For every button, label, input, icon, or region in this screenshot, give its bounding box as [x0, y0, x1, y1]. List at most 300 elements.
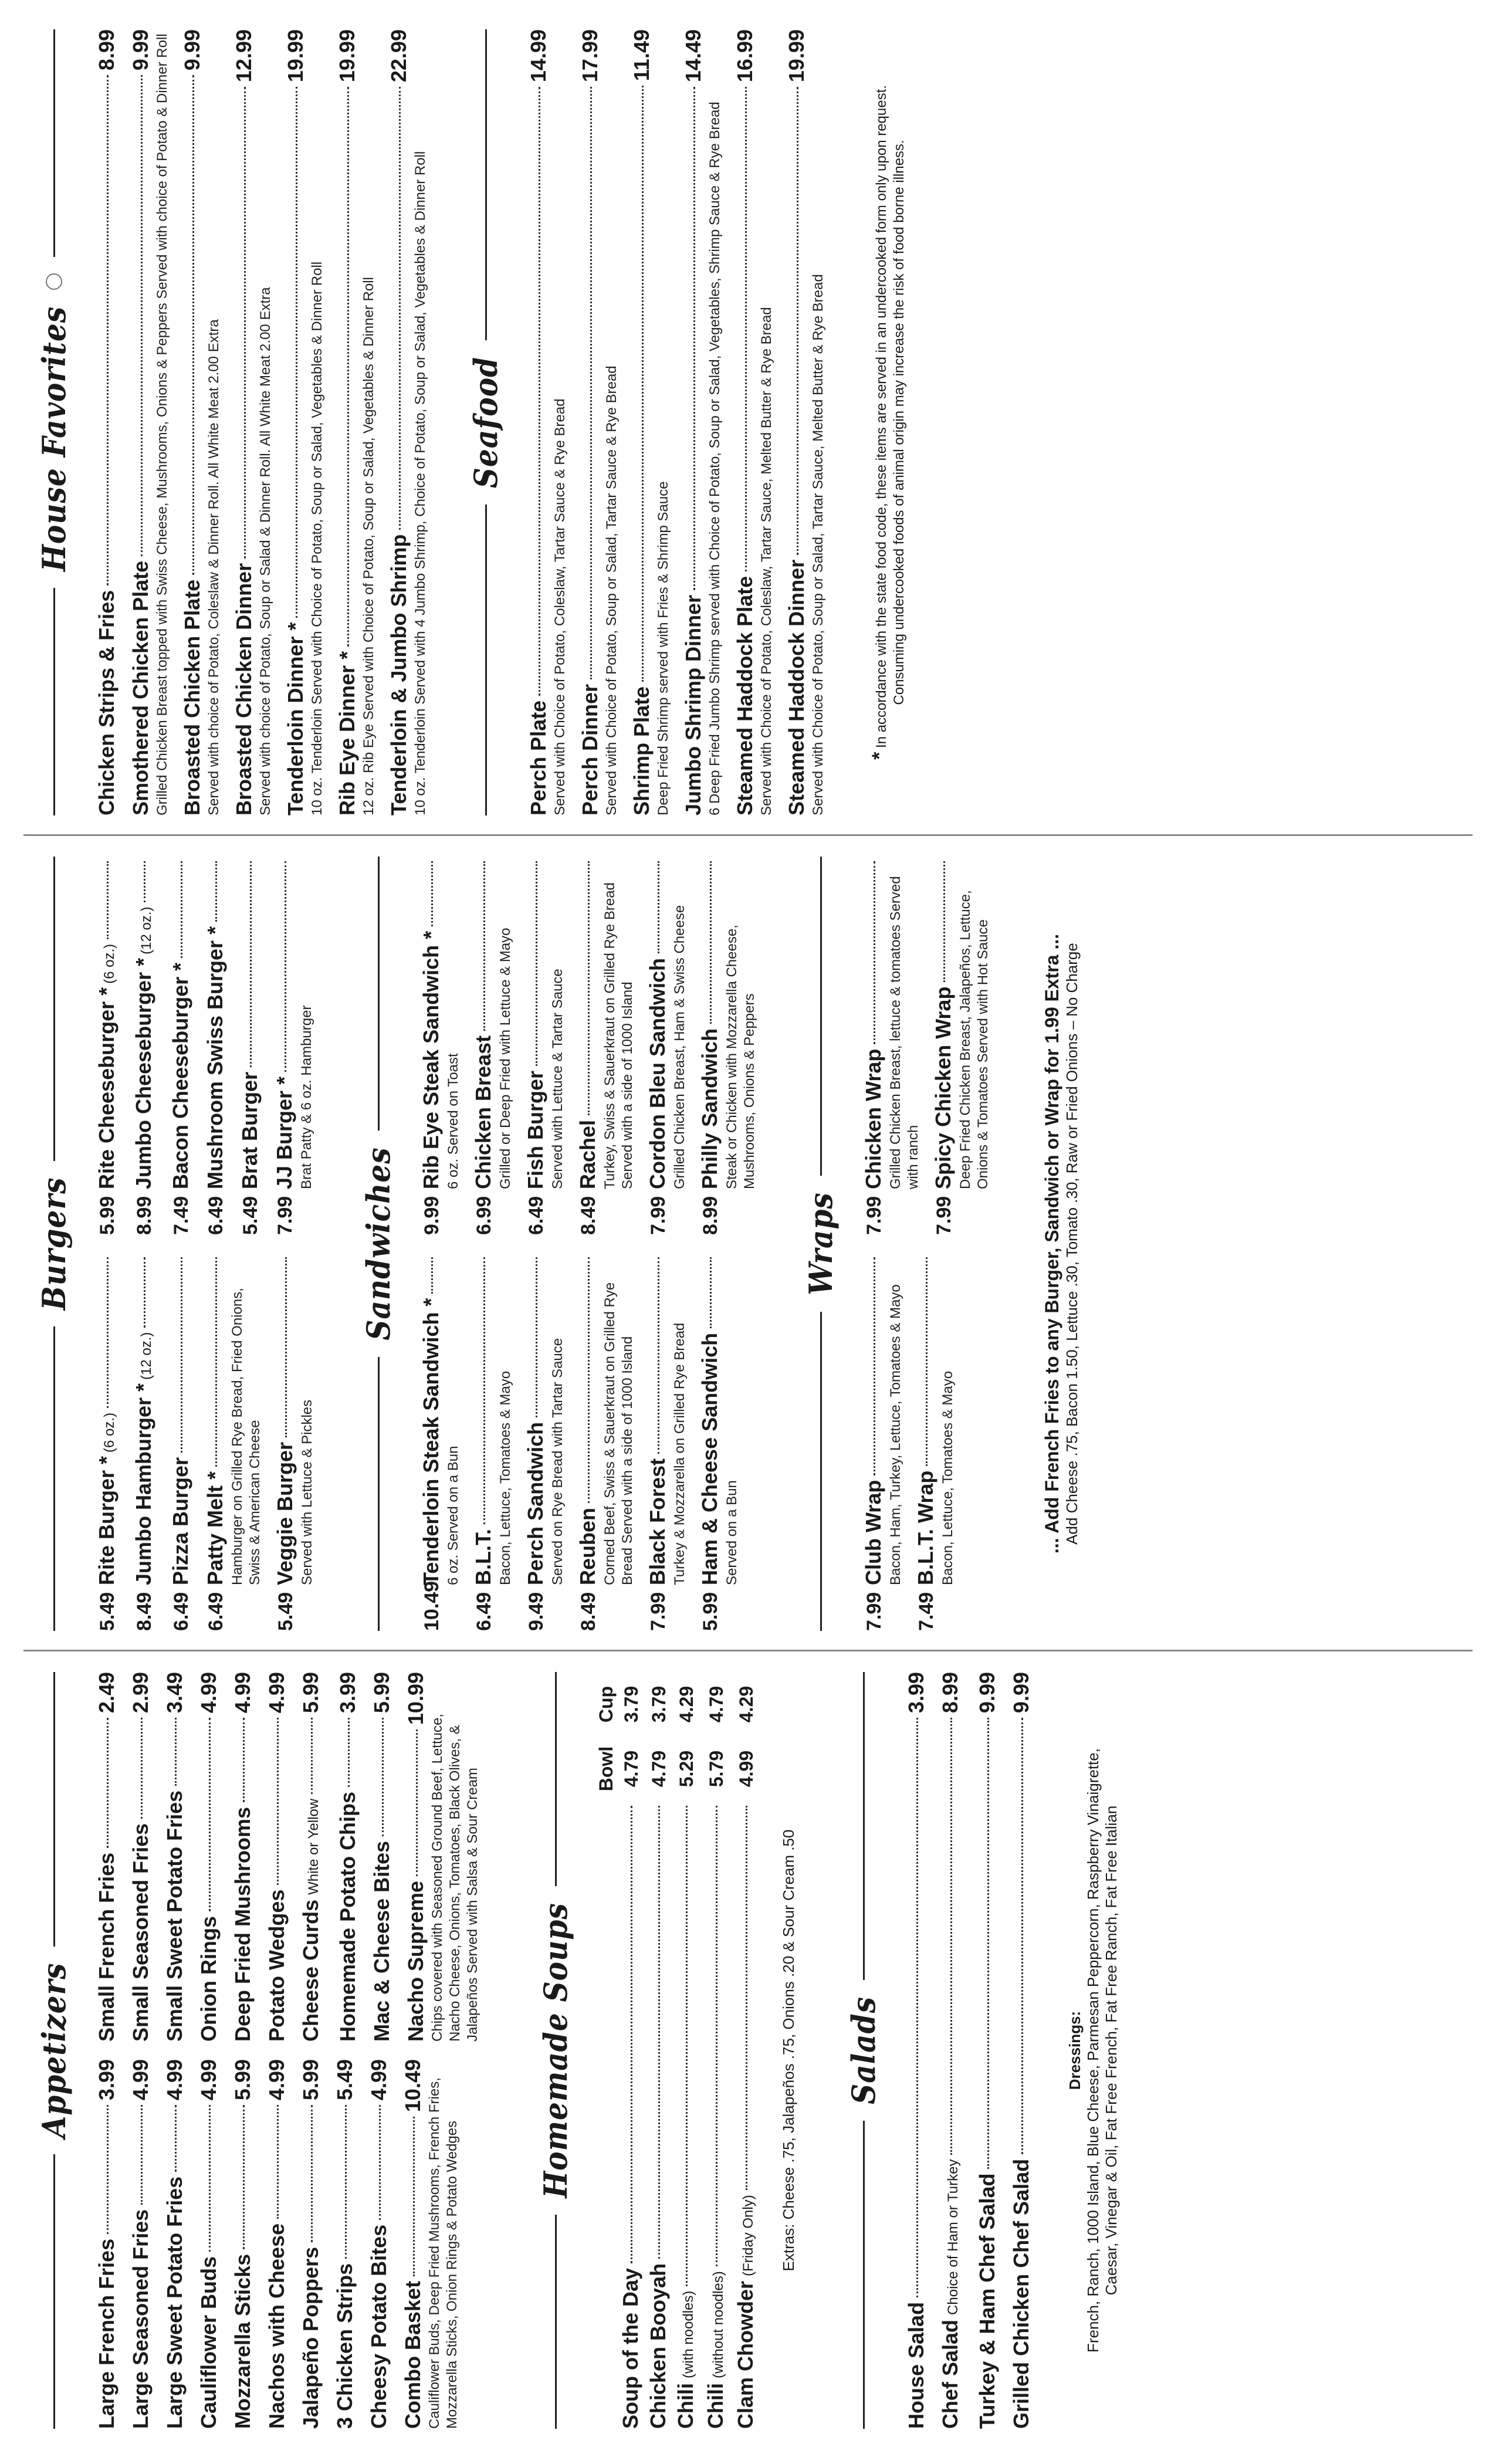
dot-leader	[950, 1718, 952, 2154]
dot-leader	[483, 861, 485, 1031]
spacer	[515, 857, 523, 1235]
wraps-left	[861, 1253, 1000, 1631]
spacer	[120, 2059, 128, 2429]
menu-item-row	[577, 29, 603, 815]
menu-item-row	[272, 1253, 299, 1631]
item-description: Bacon, Lettuce, Tomatoes & Mayo	[497, 1370, 513, 1585]
sandwiches-title: Sandwiches	[360, 1147, 397, 1341]
menu-item	[272, 1253, 324, 1631]
item-price: 9.99	[975, 1672, 999, 1714]
spacer	[689, 1253, 697, 1631]
item-price: 6.49	[525, 1196, 547, 1235]
item-name: Mozzarella Sticks	[231, 2253, 255, 2429]
dressings-label: Dressings:	[1066, 2011, 1084, 2090]
appetizers-left	[94, 2059, 490, 2429]
item-price: 16.99	[733, 29, 757, 83]
item-description: Served with Choice of Potato, Soup or Salad, Tartar Sauce, Melted Butter & Rye Bread	[810, 274, 826, 815]
item-name: B.L.T. Wrap	[913, 1470, 937, 1585]
appetizers-header	[35, 1672, 73, 2429]
menu-item	[230, 2059, 264, 2429]
menu-item-row	[332, 2059, 358, 2429]
item-price: 19.99	[335, 29, 359, 83]
spacer	[229, 857, 237, 1235]
item-price: 9.49	[525, 1592, 547, 1631]
sandwiches-left	[418, 1253, 767, 1631]
item-price: 4.99	[197, 1672, 221, 1714]
divider	[378, 1357, 380, 1631]
soup-row	[617, 1672, 645, 2429]
item-name: Rachel	[576, 1119, 600, 1189]
item-name: Onion Rings	[197, 1916, 221, 2042]
add-extras-note: Add Cheese .75, Bacon 1.50, Lettuce .30, Tomato .30, Raw or Fried Onions – No Charge	[1063, 943, 1081, 1545]
dot-leader	[107, 1718, 109, 1848]
burgers-left	[94, 1253, 324, 1631]
item-price: 6.49	[205, 1196, 227, 1235]
spacer	[637, 857, 645, 1235]
divider	[820, 857, 822, 1176]
menu-item	[526, 29, 577, 815]
item-note: White or Yellow	[306, 1798, 321, 1895]
dot-leader	[311, 2105, 313, 2242]
dot-leader	[244, 87, 246, 559]
soup-name: Soup of the Day	[618, 2267, 642, 2429]
item-name: Rib Eye Dinner *	[335, 651, 359, 815]
item-price: 5.99	[299, 2059, 323, 2101]
menu-item	[418, 1253, 471, 1631]
item-name: Large Sweet Potato Fries	[163, 2176, 187, 2429]
menu-item-row	[645, 857, 671, 1235]
menu-item	[697, 1253, 749, 1631]
item-description: 12 oz. Rib Eye Served with Choice of Potato, Soup or Salad, Vegetables & Dinner Roll	[361, 277, 377, 815]
menu-item-row	[386, 29, 412, 815]
item-name: Cheesy Potato Bites	[367, 2224, 391, 2429]
menu-item	[629, 29, 681, 815]
menu-item-row	[298, 2059, 324, 2429]
dot-leader	[285, 861, 286, 1072]
menu-item-row	[523, 1253, 549, 1631]
soup-row	[702, 1672, 732, 2429]
item-name: Deep Fried Mushrooms	[231, 1806, 255, 2042]
item-price: 3.49	[163, 1672, 187, 1714]
item-price: 17.99	[578, 29, 602, 83]
spacer	[275, 29, 283, 815]
column-divider	[23, 834, 1473, 836]
dot-leader	[658, 1257, 659, 1454]
menu-item	[366, 2059, 400, 2429]
bowl-price: 4.79	[648, 1750, 669, 1788]
menu-item-row	[418, 857, 445, 1235]
burgers-right	[94, 857, 324, 1235]
divider	[863, 2121, 865, 2429]
menu-item	[298, 2059, 332, 2429]
item-price: 10.99	[404, 1672, 428, 1725]
menu-item	[237, 857, 272, 1235]
soup-row	[732, 1672, 762, 2429]
menu-item	[168, 857, 202, 1235]
item-name: Tenderloin & Jumbo Shrimp	[387, 534, 411, 815]
menu-item	[94, 857, 131, 1235]
item-price: 5.49	[333, 2059, 357, 2101]
menu-item	[861, 1253, 913, 1631]
item-price: 7.99	[274, 1196, 296, 1235]
item-price: 4.99	[163, 2059, 187, 2101]
item-name: Broasted Chicken Dinner	[232, 563, 256, 815]
item-name: Jumbo Hamburger *	[131, 1383, 155, 1585]
item-name: Chef Salad	[938, 2319, 962, 2429]
menu-item-row	[903, 1672, 929, 2429]
spacer	[160, 857, 168, 1235]
item-description: Grilled Chicken Breast, Ham & Swiss Cheese	[672, 905, 688, 1189]
item-price: 11.49	[629, 29, 654, 82]
spacer	[256, 1672, 264, 2042]
menu-item	[523, 857, 575, 1235]
menu-item	[681, 29, 732, 815]
dot-leader	[431, 1257, 433, 1294]
dot-leader	[379, 2105, 381, 2220]
menu-item	[471, 1253, 523, 1631]
menu-item	[202, 1253, 272, 1631]
spacer	[154, 1672, 162, 2042]
menu-item	[94, 1672, 128, 2042]
dot-leader	[181, 861, 182, 958]
soup-name: Chicken Booyah	[646, 2263, 670, 2429]
dot-leader	[141, 75, 143, 556]
menu-item-row	[335, 1672, 361, 2042]
menu-item-row	[861, 857, 887, 1235]
menu-item-row	[94, 1253, 123, 1631]
column-right	[35, 29, 908, 815]
menu-item	[974, 1672, 1008, 2429]
dot-leader	[745, 87, 747, 571]
item-price: 6.49	[205, 1592, 227, 1631]
item-name: Large Seasoned Fries	[128, 2209, 153, 2429]
spacer	[992, 857, 1000, 1235]
spacer	[429, 29, 438, 815]
item-price: 6.49	[170, 1592, 192, 1631]
item-price: 19.99	[784, 29, 808, 83]
cup-price: 4.79	[706, 1685, 727, 1723]
menu-item-row	[913, 1253, 939, 1631]
house-title: House Favorites	[35, 306, 73, 572]
menu-item	[575, 1253, 645, 1631]
menu-item-row	[180, 29, 205, 815]
seafood-header	[467, 29, 505, 815]
menu-item-row	[196, 1672, 222, 2042]
menu-item-row	[196, 2059, 222, 2429]
item-note: (6 oz.)	[101, 943, 117, 984]
menu-item	[196, 2059, 230, 2429]
soup-note: (without noodles)	[710, 2271, 726, 2378]
bowl-price: 5.29	[676, 1750, 697, 1788]
item-price: 6.99	[473, 1196, 495, 1235]
menu-item-row	[575, 857, 601, 1235]
dot-leader	[590, 87, 592, 679]
item-name: Tenderloin Dinner *	[283, 622, 307, 815]
spacer	[123, 1253, 131, 1631]
menu-item-row	[784, 29, 810, 815]
spacer	[672, 29, 681, 815]
menu-item	[202, 857, 237, 1235]
appetizers-right	[94, 1672, 490, 2042]
cup-price: 3.79	[621, 1685, 642, 1723]
item-name: Cordon Bleu Sandwich	[645, 957, 669, 1189]
spacer	[776, 29, 784, 815]
divider	[53, 1672, 55, 1947]
spacer	[316, 1253, 324, 1631]
menu-item-row	[131, 1253, 160, 1631]
spacer	[264, 1253, 272, 1631]
item-price: 2.49	[94, 1672, 119, 1714]
item-price: 7.99	[647, 1196, 669, 1235]
house-list	[94, 29, 438, 815]
item-price: 9.99	[180, 29, 204, 71]
menu-item	[784, 29, 835, 815]
dot-leader	[209, 2105, 211, 2252]
menu-item-row	[298, 1672, 327, 2042]
menu-item	[645, 1253, 697, 1631]
menu-item-row	[202, 857, 229, 1235]
divider	[485, 505, 487, 815]
dot-leader	[658, 861, 659, 953]
item-price: 7.49	[915, 1592, 937, 1631]
item-description: Grilled Chicken Breast topped with Swiss Cheese, Mushrooms, Onions & Peppers Served with choice of Potato & Dinner Roll	[154, 33, 170, 815]
divider	[555, 1672, 557, 1886]
menu-item-row	[930, 857, 957, 1235]
item-name: Shrimp Plate	[629, 686, 654, 815]
menu-item	[930, 857, 1000, 1235]
dot-leader	[285, 1257, 287, 1437]
spacer	[929, 1672, 937, 2429]
item-price: 3.99	[336, 1672, 360, 1714]
menu-item-row	[264, 2059, 290, 2429]
menu-item-row	[162, 2059, 188, 2429]
soup-note: (Friday Only)	[740, 2195, 756, 2276]
dot-leader	[716, 1806, 717, 2266]
menu-item	[645, 857, 697, 1235]
dot-leader	[631, 1806, 632, 2263]
spacer	[957, 1253, 965, 1631]
dot-leader	[250, 861, 252, 1067]
dot-leader	[539, 87, 540, 696]
dot-leader	[144, 1257, 145, 1328]
spacer	[482, 1672, 490, 2042]
wraps-right	[861, 857, 1000, 1235]
dot-leader	[642, 86, 644, 682]
item-price: 5.49	[275, 1592, 297, 1631]
burgers-header	[35, 857, 73, 1631]
item-description: Brat Patty & 6 oz. Hamburger	[299, 1005, 314, 1189]
cup-price: 4.29	[676, 1685, 697, 1723]
soup-name: Clam Chowder	[733, 2280, 757, 2429]
spacer	[689, 857, 697, 1235]
item-price: 4.99	[265, 2059, 289, 2101]
dressings	[1066, 1672, 1121, 2429]
item-name: Small Sweet Potato Fries	[163, 1790, 187, 2042]
spacer	[290, 2059, 298, 2429]
sandwiches-list	[418, 857, 767, 1631]
item-description: Chips covered with Seasoned Ground Beef, Lettuce, Nacho Cheese, Onions, Tomatoes, Black Olives, & Jalapeños Served with Salsa & Sour Cream	[429, 1713, 480, 2042]
divider	[485, 29, 487, 340]
bowl-price: 4.79	[621, 1750, 642, 1788]
cup-header: Cup	[595, 1685, 617, 1723]
item-price: 3.99	[94, 2059, 119, 2101]
menu-item-row	[861, 1253, 887, 1631]
item-name: JJ Burger *	[272, 1076, 296, 1189]
dot-leader	[243, 1718, 245, 1802]
menu-item	[903, 1672, 937, 2429]
item-name: Spicy Chicken Wrap	[931, 986, 955, 1189]
menu-item	[162, 1672, 196, 2042]
dot-leader	[348, 1718, 350, 1787]
menu-item	[128, 29, 180, 815]
menu-item	[913, 1253, 965, 1631]
column-left	[35, 1672, 1121, 2429]
spacer	[905, 1253, 913, 1631]
item-name: Tenderloin Steak Sandwich *	[419, 1298, 443, 1585]
spacer	[1034, 1672, 1043, 2429]
soup-row	[645, 1672, 672, 2429]
item-name: Small French Fries	[94, 1852, 119, 2042]
menu-item	[196, 1672, 230, 2042]
item-name: Rite Cheeseburger *	[94, 987, 119, 1189]
item-description: Grilled or Deep Fried with Lettuce & Mayo	[497, 928, 513, 1189]
disclaimer-line-1: In accordance with the state food code, these items are served in an undercooked form only upon request.	[874, 85, 889, 749]
spacer	[462, 1253, 471, 1631]
menu-item	[471, 857, 523, 1235]
dot-leader	[926, 1257, 928, 1466]
item-name: Small Seasoned Fries	[128, 1823, 153, 2042]
dot-leader	[874, 861, 875, 1044]
dot-leader	[107, 1257, 109, 1408]
menu-item	[298, 1672, 335, 2042]
dot-leader	[588, 1257, 590, 1503]
bowl-header: Bowl	[595, 1746, 617, 1792]
item-name: Nacho Supreme	[404, 1880, 428, 2042]
column-divider	[23, 1650, 1473, 1651]
item-price: 9.99	[421, 1196, 443, 1235]
salads-header	[845, 1672, 882, 2429]
burgers-title: Burgers	[35, 1177, 73, 1311]
item-price: 8.49	[577, 1592, 600, 1631]
spacer	[1000, 1672, 1008, 2429]
asterisk: *	[868, 752, 891, 760]
food-code-disclaimer	[868, 29, 908, 815]
item-name: Patty Melt *	[203, 1471, 227, 1585]
dot-leader	[746, 1806, 747, 2190]
spacer	[378, 29, 386, 815]
item-description: Grilled Chicken Breast, lettuce & tomatoes Served with ranch	[888, 876, 921, 1189]
dot-leader	[141, 1718, 143, 1819]
salads-title: Salads	[845, 1996, 882, 2104]
menu-item-row	[418, 1253, 445, 1631]
spacer	[462, 857, 471, 1235]
item-description: 6 oz. Served on Toast	[445, 1053, 461, 1189]
spacer	[637, 1253, 645, 1631]
menu-item	[131, 857, 168, 1235]
menu-item-row	[732, 29, 758, 815]
item-description: Bacon, Lettuce, Tomatoes & Mayo	[940, 1370, 956, 1585]
spacer	[724, 29, 732, 815]
item-name: Brat Burger	[238, 1071, 262, 1189]
wraps-title: Wraps	[802, 1192, 840, 1295]
menu-item-row	[937, 1672, 966, 2429]
column-middle	[35, 857, 1081, 1631]
spacer	[827, 29, 835, 815]
spacer	[194, 1253, 202, 1631]
item-note: (6 oz.)	[101, 1412, 117, 1453]
dot-leader	[710, 1257, 712, 1328]
house-header	[35, 29, 73, 815]
item-price: 5.99	[370, 1672, 394, 1714]
item-description: Served with choice of Potato, Coleslaw & Dinner Roll. All White Meat 2.00 Extra	[206, 319, 222, 815]
item-description: Served with Choice of Potato, Coleslaw, Tartar Sauce & Rye Bread	[552, 398, 568, 815]
menu-item-row	[1008, 1672, 1034, 2429]
item-description: 10 oz. Tenderloin Served with Choice of Potato, Soup or Salad, Vegetables & Dinner Roll	[309, 261, 325, 815]
item-price: 10.49	[401, 2059, 425, 2113]
dot-leader	[347, 87, 349, 647]
item-description: Hamburger on Grilled Rye Bread, Fried Onions, Swiss & American Cheese	[229, 1288, 263, 1585]
menu-item-row	[237, 857, 263, 1235]
spacer	[154, 2059, 162, 2429]
spacer	[621, 29, 629, 815]
item-price: 10.49	[421, 1580, 443, 1631]
dot-leader	[215, 861, 217, 922]
item-name: Broasted Chicken Plate	[180, 579, 204, 815]
item-note: (12 oz.)	[138, 906, 154, 955]
item-name: Steamed Haddock Dinner	[784, 559, 808, 815]
menu-item	[575, 857, 645, 1235]
menu-item-row	[366, 2059, 392, 2429]
menu-item	[332, 2059, 366, 2429]
spacer	[922, 857, 930, 1235]
soup-row	[672, 1672, 702, 2429]
divider	[53, 1326, 55, 1631]
menu-item	[697, 857, 767, 1235]
menu-item	[94, 29, 128, 815]
dot-leader	[416, 1729, 418, 1876]
menu-item	[418, 857, 471, 1235]
menu-item-row	[575, 1253, 601, 1631]
soup-note: (with noodles)	[681, 2290, 696, 2378]
spacer	[316, 857, 324, 1235]
dot-leader	[916, 1718, 918, 2297]
dressings-line-1: French, Ranch, 1000 Island, Blue Cheese, Parmesan Peppercorn, Raspberry Vinaigrette,	[1084, 1748, 1102, 2353]
doodle-circle-icon	[46, 273, 62, 290]
menu-item-row	[168, 1253, 194, 1631]
dot-leader	[431, 861, 433, 926]
item-name: Rib Eye Steak Sandwich *	[419, 930, 443, 1189]
menu-item-row	[681, 29, 706, 815]
menu-item	[403, 1672, 490, 2042]
dot-leader	[686, 1806, 688, 2286]
item-description: Deep Fried Chicken Breast, Jalapeños, Lettuce, Onions & Tomatoes Served with Hot Sauce	[957, 890, 991, 1189]
menu-item-row	[403, 1672, 429, 2042]
menu-item-row	[471, 857, 497, 1235]
item-price: 4.99	[231, 1672, 255, 1714]
item-name: Jalapeño Poppers	[299, 2246, 323, 2429]
item-name: Jumbo Shrimp Dinner	[681, 594, 705, 815]
item-price: 8.99	[133, 1196, 155, 1235]
spacer	[567, 857, 575, 1235]
add-ons	[1041, 857, 1081, 1631]
seafood-list	[526, 29, 835, 815]
item-name: Mac & Cheese Bites	[370, 1840, 394, 2042]
item-description: Cauliflower Buds, Deep Fried Mushrooms, French Fries, Mozzarella Sticks, Onion Rings & Potato Wedges	[427, 2077, 460, 2429]
menu-item-row	[629, 29, 655, 815]
spacer	[324, 2059, 332, 2429]
item-price: 5.99	[231, 2059, 255, 2101]
dot-leader	[107, 2105, 109, 2234]
